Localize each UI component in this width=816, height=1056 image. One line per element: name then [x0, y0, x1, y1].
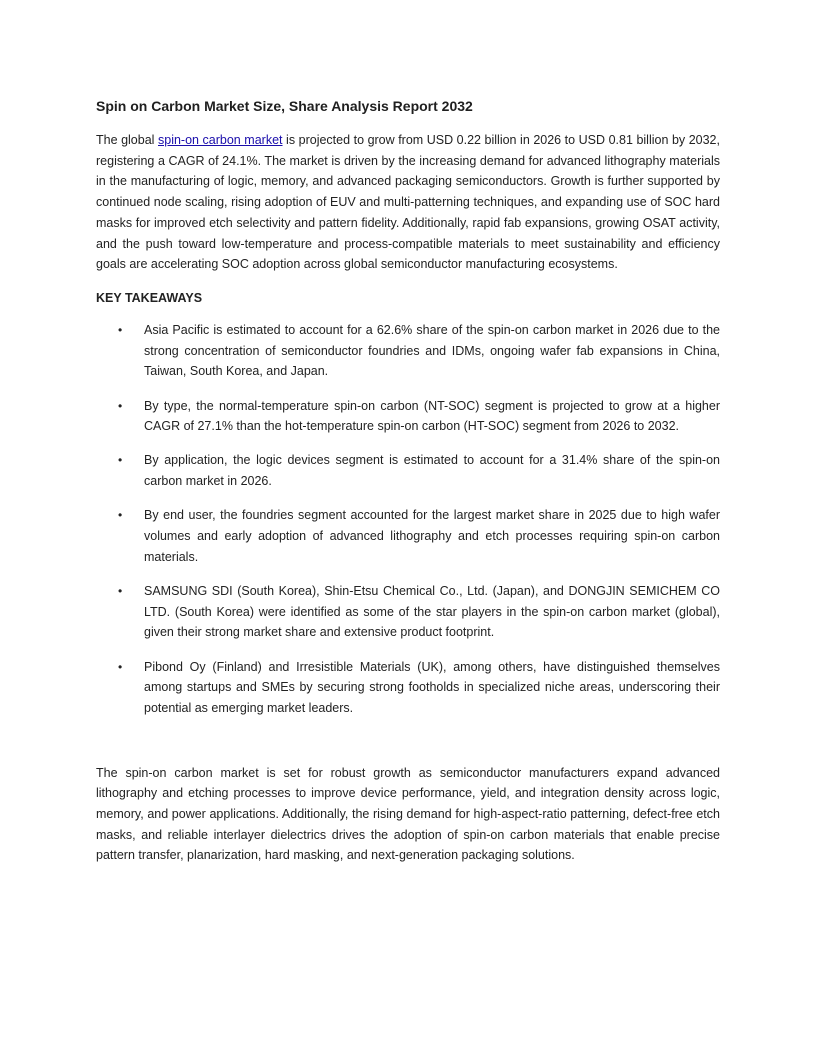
bullet-icon: •	[118, 583, 123, 598]
closing-paragraph: The spin-on carbon market is set for robust growth as semiconductor manufacturers expand advanced lithography and etching processes to improve device performance, yield, and integration density across logic, memory, and power applications. Additionally, the rising demand for high-aspect-ratio patterning, defect-free etch masks, and reliable interlayer dielectrics drives the adoption of spin-on carbon materials that enable precise pattern transfer, planarization, hard masking, and next-generation packaging solutions.	[96, 765, 720, 863]
takeaway-text: By application, the logic devices segment is estimated to account for a 31.4% share of the spin-on carbon market in 2026.	[144, 453, 720, 489]
takeaway-text: SAMSUNG SDI (South Korea), Shin-Etsu Chemical Co., Ltd. (Japan), and DONGJIN SEMICHEM CO LTD. (South Korea) were identified as some of the star players in the spin-on carbon market (global), given their strong market share and extensive product footprint.	[144, 583, 720, 640]
bullet-icon: •	[118, 453, 123, 468]
intro-paragraph	[96, 130, 720, 275]
intro-text-before-link: The global	[96, 133, 158, 147]
takeaway-text: Pibond Oy (Finland) and Irresistible Materials (UK), among others, have distinguished themselves among startups and SMEs by securing strong footholds in specialized niche areas, underscoring their potential as emerging market leaders.	[144, 659, 720, 715]
bullet-icon: •	[118, 659, 123, 674]
market-link[interactable]: spin-on carbon market	[158, 133, 283, 147]
key-takeaways-list	[96, 320, 720, 719]
bullet-icon: •	[118, 398, 123, 413]
key-takeaways-heading: KEY TAKEAWAYS	[96, 290, 203, 305]
takeaway-text: Asia Pacific is estimated to account for a 62.6% share of the spin-on carbon market in 2026 due to the strong concentration of semiconductor foundries and IDMs, ongoing wafer fab expansions in China, Taiwan, South Korea, and Japan.	[144, 322, 720, 379]
list-item	[96, 505, 720, 567]
list-item	[96, 657, 720, 719]
takeaway-text: By type, the normal-temperature spin-on carbon (NT-SOC) segment is projected to grow at a higher CAGR of 27.1% than the hot-temperature spin-on carbon (HT-SOC) segment from 2026 to 2032.	[144, 398, 720, 434]
intro-text-after-link: is projected to grow from USD 0.22 billion in 2026 to USD 0.81 billion by 2032, registering a CAGR of 24.1%. The market is driven by the increasing demand for advanced lithography materials in the manufacturing of logic, memory, and advanced packaging semiconductors. Growth is further supported by continued node scaling, rising adoption of EUV and multi-patterning techniques, and expanding use of SOC hard masks for improved etch selectivity and pattern fidelity. Additionally, rapid fab expansions, growing OSAT activity, and the push toward low-temperature and process-compatible materials to meet sustainability and efficiency goals are accelerating SOC adoption across global semiconductor manufacturing ecosystems.	[96, 133, 720, 272]
page-title: Spin on Carbon Market Size, Share Analysis Report 2032	[96, 98, 473, 114]
list-item	[96, 396, 720, 437]
bullet-icon: •	[118, 508, 123, 523]
list-item	[96, 320, 720, 382]
takeaway-text: By end user, the foundries segment accounted for the largest market share in 2025 due to high wafer volumes and early adoption of advanced lithography and etch processes requiring spin-on carbon materials.	[144, 508, 720, 564]
list-item	[96, 581, 720, 643]
document-page	[96, 96, 720, 866]
list-item	[96, 450, 720, 491]
bullet-icon: •	[118, 322, 123, 337]
